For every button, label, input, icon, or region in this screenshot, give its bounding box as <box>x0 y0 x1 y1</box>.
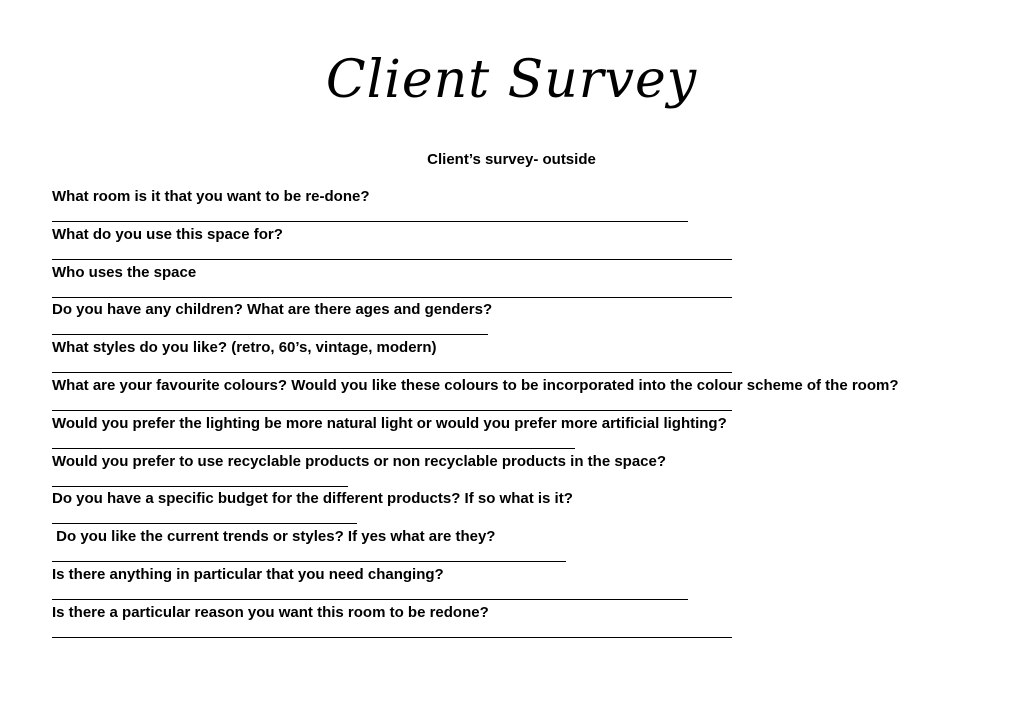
question-text: What styles do you like? (retro, 60’s, vintage, modern) <box>52 339 437 357</box>
question-item <box>52 415 1012 453</box>
answer-line[interactable] <box>52 410 732 411</box>
answer-line[interactable] <box>52 372 732 373</box>
answer-line[interactable] <box>52 523 357 524</box>
question-text: Would you prefer to use recyclable products or non recyclable products in the space? <box>52 452 667 470</box>
answer-line[interactable] <box>52 259 732 260</box>
question-text: What do you use this space for? <box>52 225 283 243</box>
answer-line[interactable] <box>52 297 732 298</box>
answer-line[interactable] <box>52 486 348 487</box>
question-list <box>52 188 1012 642</box>
question-text: Do you like the current trends or styles? If yes what are they? <box>52 528 496 546</box>
question-item <box>52 453 1012 491</box>
question-item <box>52 604 1012 642</box>
answer-line[interactable] <box>52 561 566 562</box>
question-item <box>52 566 1012 604</box>
question-item <box>52 490 1012 528</box>
answer-line[interactable] <box>52 334 488 335</box>
question-text: Who uses the space <box>52 263 197 281</box>
question-item <box>52 528 1012 566</box>
question-item <box>52 377 1012 415</box>
page-title: Client Survey <box>325 50 698 110</box>
survey-subtitle: Client’s survey- outside <box>427 151 596 168</box>
answer-line[interactable] <box>52 637 732 638</box>
question-item <box>52 301 1012 339</box>
question-text: Would you prefer the lighting be more natural light or would you prefer more artificial lighting? <box>52 414 727 432</box>
answer-line[interactable] <box>52 221 688 222</box>
question-text: Is there anything in particular that you need changing? <box>52 565 444 583</box>
question-text: Is there a particular reason you want this room to be redone? <box>52 603 489 621</box>
question-text: What room is it that you want to be re-done? <box>52 188 370 205</box>
question-item <box>52 339 1012 377</box>
question-item <box>52 264 1012 302</box>
question-item <box>52 226 1012 264</box>
question-text: Do you have a specific budget for the different products? If so what is it? <box>52 490 573 508</box>
question-item <box>52 188 1012 226</box>
answer-line[interactable] <box>52 448 575 449</box>
question-text: What are your favourite colours? Would you like these colours to be incorporated into the colour scheme of the room? <box>52 376 899 394</box>
question-text: Do you have any children? What are there ages and genders? <box>52 301 493 319</box>
answer-line[interactable] <box>52 599 688 600</box>
